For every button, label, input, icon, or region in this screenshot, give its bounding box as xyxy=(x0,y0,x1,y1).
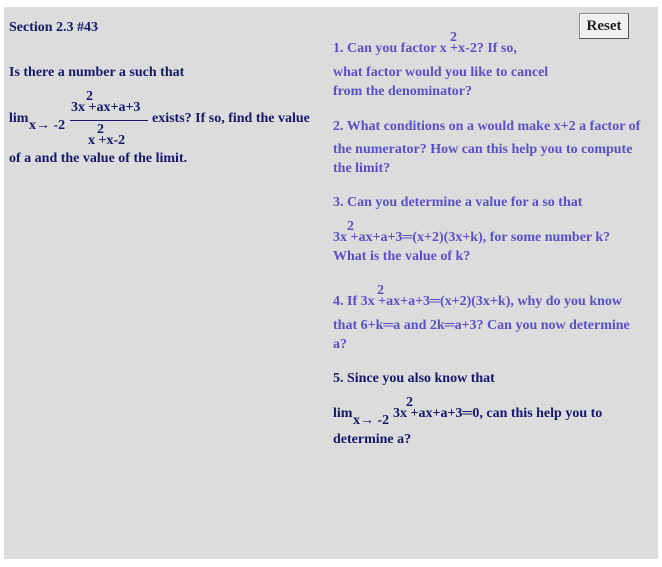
limit-label: lim xyxy=(9,111,29,126)
hint4-line2: that 6+k═a and 2k═a+3? Can you now determine xyxy=(333,318,630,333)
fraction-numerator: 3x +ax+a+3 xyxy=(71,100,141,115)
hint5-exponent: 2 xyxy=(406,395,413,410)
hint3-exponent: 2 xyxy=(347,219,354,234)
hint1-line2: what factor would you like to cancel xyxy=(333,65,549,80)
hint3-line2: 3x +ax+a+3═(x+2)(3x+k), for some number k? xyxy=(333,230,611,245)
hint2-line2: the numerator? How can this help you to compute xyxy=(333,142,633,157)
hint1-exponent: 2 xyxy=(450,30,457,45)
hint1-line1: 1. Can you factor x +x-2? If so, xyxy=(333,41,517,56)
section-title: Section 2.3 #43 xyxy=(9,20,99,35)
numerator-exponent: 2 xyxy=(86,89,93,104)
hint2-line1: 2. What conditions on a would make x+2 a factor of xyxy=(333,119,641,134)
hint2-line3: the limit? xyxy=(333,161,391,176)
hint5-line3: determine a? xyxy=(333,432,412,447)
hint4-line1: 4. If 3x +ax+a+3═(x+2)(3x+k), why do you know xyxy=(333,294,623,309)
reset-button[interactable]: Reset xyxy=(579,13,629,39)
hint3-line1: 3. Can you determine a value for a so that xyxy=(333,195,583,210)
hint5-line1: 5. Since you also know that xyxy=(333,371,495,386)
limit-subscript: x→ -2 xyxy=(29,118,66,133)
hint3-line3: What is the value of k? xyxy=(333,249,471,264)
hint4-exponent: 2 xyxy=(377,283,384,298)
problem-question: Is there a number a such that xyxy=(9,65,185,80)
hint1-line3: from the denominator? xyxy=(333,84,472,99)
hint5-expression: 3x +ax+a+3═0, can this help you to xyxy=(393,406,603,421)
fraction-bar xyxy=(70,120,148,121)
problem-last-line: of a and the value of the limit. xyxy=(9,151,188,166)
problem-panel xyxy=(4,7,658,559)
denominator-exponent: 2 xyxy=(97,122,104,137)
hint5-limit-subscript: x→ -2 xyxy=(353,413,390,428)
hint5-limit-label: lim xyxy=(333,406,353,421)
problem-continuation: exists? If so, find the value xyxy=(152,111,310,126)
hint4-line3: a? xyxy=(333,337,347,352)
fraction-denominator: x +x-2 xyxy=(88,133,126,148)
